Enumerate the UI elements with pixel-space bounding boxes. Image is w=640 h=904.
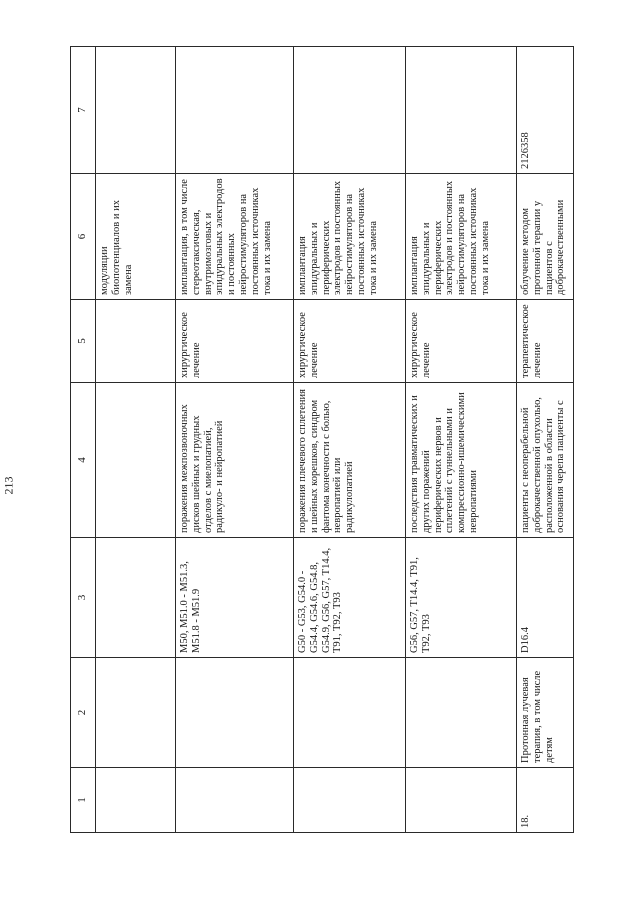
row-number-cell bbox=[294, 768, 406, 833]
treatment-method-cell: имплантация, в том числе стереотаксическая, внутримозговых и эпидуральных электродов и постоянных нейростимуляторов на постоянных источниках тока и их замена bbox=[176, 174, 294, 300]
treatment-type-cell: терапевтическое лечение bbox=[517, 300, 574, 383]
column-number: 2 bbox=[71, 658, 96, 768]
patient-model-cell: пациенты с неоперабельной доброкачественной опухолью, расположенной в области основания черепа пациенты с bbox=[517, 383, 574, 538]
icd-codes-cell: M50, M51.0 - M51.3, M51.8 - M51.9 bbox=[176, 538, 294, 658]
cost-cell bbox=[96, 47, 176, 174]
patient-model-cell: поражения плечевого сплетения и шейных корешков, синдром фантома конечности с болью, невропатией или радикулопатией bbox=[294, 383, 406, 538]
column-number: 1 bbox=[71, 768, 96, 833]
care-name-cell: Протонная лучевая терапия, в том числе детям bbox=[517, 658, 574, 768]
column-number: 4 bbox=[71, 383, 96, 538]
column-number: 3 bbox=[71, 538, 96, 658]
treatment-method-cell: облучение методом протонной терапии у пациентов с доброкачественными bbox=[517, 174, 574, 300]
cost-cell bbox=[406, 47, 517, 174]
icd-codes-cell: G56, G57, T14.4, T91, T92, T93 bbox=[406, 538, 517, 658]
patient-model-cell: поражения межпозвоночных дисков шейных и грудных отделов с миелопатией, радикуло- и нейропатией bbox=[176, 383, 294, 538]
row-number-cell bbox=[176, 768, 294, 833]
treatment-type-cell: хирургическое лечение bbox=[294, 300, 406, 383]
care-name-cell bbox=[406, 658, 517, 768]
rotated-table-container bbox=[70, 47, 567, 833]
table-row bbox=[176, 47, 294, 833]
icd-codes-cell: G50 - G53, G54.0 - G54.4, G54.6, G54.8, G54.9, G56, G57, T14.4, T91, T92, T93 bbox=[294, 538, 406, 658]
icd-codes-cell bbox=[96, 538, 176, 658]
cost-cell bbox=[176, 47, 294, 174]
treatment-method-cell: имплантация эпидуральных и периферических электродов и постоянных нейростимуляторов на постоянных источниках тока и их замена bbox=[294, 174, 406, 300]
patient-model-cell: последствия травматических и других поражений периферических нервов и сплетений с туннельными и компрессионно-ишемическими невропатиями bbox=[406, 383, 517, 538]
treatment-method-cell: имплантация эпидуральных и периферических электродов и постоянных нейростимуляторов на постоянных источниках тока и их замена bbox=[406, 174, 517, 300]
treatment-type-cell: хирургическое лечение bbox=[176, 300, 294, 383]
row-number-cell bbox=[96, 768, 176, 833]
table-row bbox=[517, 47, 574, 833]
table-row bbox=[294, 47, 406, 833]
treatment-method-cell: модуляции биопотенциалов и их замена bbox=[96, 174, 176, 300]
column-number-row bbox=[71, 47, 96, 833]
row-number-cell: 18. bbox=[517, 768, 574, 833]
care-name-cell bbox=[96, 658, 176, 768]
treatment-type-cell: хирургическое лечение bbox=[406, 300, 517, 383]
treatment-type-cell bbox=[96, 300, 176, 383]
patient-model-cell bbox=[96, 383, 176, 538]
cost-cell: 2126358 bbox=[517, 47, 574, 174]
care-name-cell bbox=[176, 658, 294, 768]
table-row bbox=[96, 47, 176, 833]
page-number: 213 bbox=[1, 476, 16, 495]
column-number: 7 bbox=[71, 47, 96, 174]
care-name-cell bbox=[294, 658, 406, 768]
table-row bbox=[406, 47, 517, 833]
column-number: 5 bbox=[71, 300, 96, 383]
row-number-cell bbox=[406, 768, 517, 833]
cost-cell bbox=[294, 47, 406, 174]
medical-care-table bbox=[70, 46, 574, 833]
column-number: 6 bbox=[71, 174, 96, 300]
icd-codes-cell: D16.4 bbox=[517, 538, 574, 658]
